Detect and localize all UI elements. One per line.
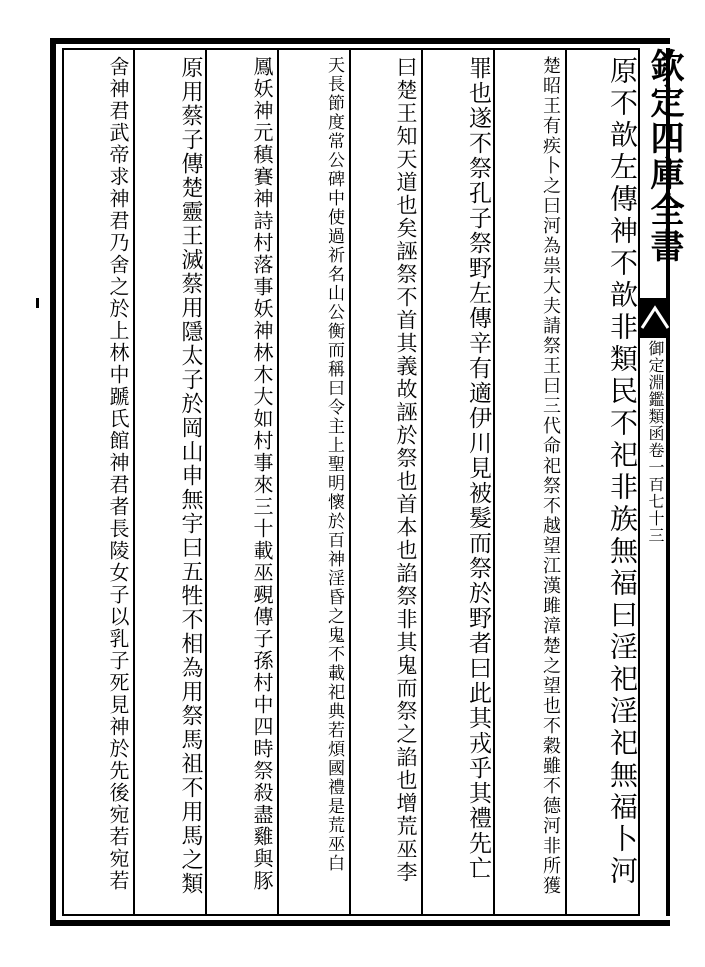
column-text: 鳳妖神元稹賽神詩村落事妖神林木大如村事來三十載巫覡傳子孫村中四時祭殺盡雞與豚 [250,56,274,892]
volume-info-strip [644,340,670,600]
column-text: 原用蔡子傳楚靈王滅蔡用隱太子於岡山申無宇曰五牲不相為用祭馬祖不用馬之類 [178,56,203,896]
fish-tail-ornament-icon [640,298,670,338]
text-column-1 [569,56,639,912]
text-column-4 [353,56,423,912]
text-column-8 [65,56,135,912]
column-text: 天長節度常公碑中使過祈名山公衡而稱曰令主上聖明懷於百神淫昏之鬼不載祀典若煩國禮是荒巫白 [324,56,344,873]
text-column-7 [137,56,207,912]
column-text: 原不歆左傳神不歆非類民不祀非族無福曰淫祀淫祀無福卜河 [606,56,639,888]
volume-info: 御定淵鑑類函卷一百七十三 [646,340,665,544]
column-text: 舍神君武帝求神君乃舍之於上林中蹏氏館神君者長陵女子以乳子死見神於先後宛若宛若 [106,56,130,892]
column-text: 罪也遂不祭孔子祭野左傳辛有適伊川見被髮而祭於野者曰此其戎乎其禮先亡 [465,56,491,881]
text-column-5 [281,56,351,912]
column-text: 楚昭王有疾卜之曰河為祟大夫請祭王曰三代命祀祭不越望江漢雎漳楚之望也不穀雖不德河非所獲 [540,56,561,896]
book-title-strip [640,48,684,298]
margin-mark [36,298,39,308]
text-column-6 [209,56,279,912]
book-title: 欽定四庫全書 [644,48,684,264]
text-column-2 [497,56,567,912]
column-text: 曰楚王知天道也矣誣祭不首其義故誣於祭也首本也諂祭非其鬼而祭之諂也增荒巫李 [394,56,418,884]
text-column-3 [425,56,495,912]
